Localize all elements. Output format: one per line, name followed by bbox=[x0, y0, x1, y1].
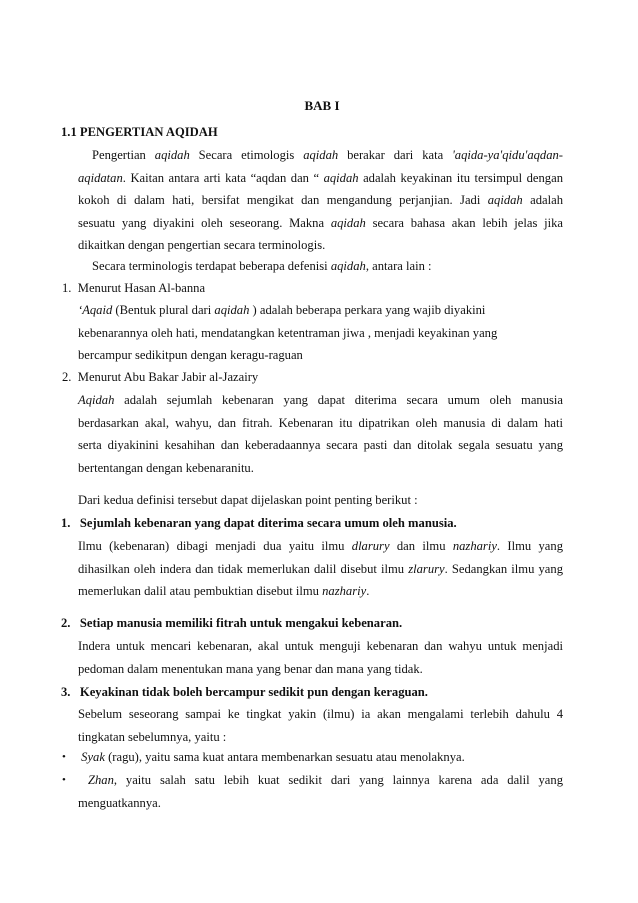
definition-1-heading: 1. Menurut Hasan Al-banna bbox=[62, 281, 206, 295]
point-1-heading: 1. Sejumlah kebenaran yang dapat diterima secara umum oleh manusia. bbox=[61, 516, 457, 530]
point-1-body: Ilmu (kebenaran) dibagi menjadi dua yaitu ilmu dlarury dan ilmu nazhariy. Ilmu yang dihasilkan oleh indera dan tidak memerlukan dalil disebut ilmu zlarury. Sedangkan ilmu yang memerlukan dalil atau pembuktian disebut ilmu nazhariy. bbox=[78, 539, 563, 599]
bullet-icon: • bbox=[62, 774, 66, 786]
summary-intro: Dari kedua definisi tersebut dapat dijelaskan point penting berikut : bbox=[78, 493, 418, 507]
point-3-body: Sebelum seseorang sampai ke tingkat yakin (ilmu) ia akan mengalami terlebih dahulu 4 tingkatan sebelumnya, yaitu : bbox=[78, 707, 563, 744]
definition-1 bbox=[62, 277, 567, 300]
point-2-heading: 2. Setiap manusia memiliki fitrah untuk mengakui kebenaran. bbox=[61, 616, 403, 630]
bullet-item-syak: Syak (ragu), yaitu sama kuat antara membenarkan sesuatu atau menolaknya. bbox=[81, 750, 465, 764]
definition-2-heading: 2. Menurut Abu Bakar Jabir al-Jazairy bbox=[62, 370, 259, 384]
definition-2 bbox=[62, 366, 567, 389]
paragraph-line: sesuatu yang diyakini oleh seseorang. Makna aqidah secara bahasa akan lebih jelas jika bbox=[78, 215, 563, 230]
definition-1-body: ‘Aqaid (Bentuk plural dari aqidah ) adalah beberapa perkara yang wajib diyakini kebenarannya oleh hati, mendatangkan ketentraman jiwa , menjadi keyakinan yang bercampur sedikitpun dengan keragu-raguan bbox=[78, 303, 498, 363]
point-3-heading: 3. Keyakinan tidak boleh bercampur sedikit pun dengan keraguan. bbox=[61, 685, 428, 699]
bullet-item-zhan: Zhan, yaitu salah satu lebih kuat sedikit dari yang lainnya karena ada dalil yang menguatkannya. bbox=[78, 773, 563, 810]
definition-2-body: Aqidah adalah sejumlah kebenaran yang dapat diterima secara umum oleh manusia berdasarkan akal, wahyu, dan fitrah. Kebenaran itu dipatrikan oleh manusia di dalam hati serta diyakinini kesahihan dan keberadaannya secara pasti dan ditolak segala sesuatu yang bertentangan dengan kebenaranitu. bbox=[78, 393, 563, 475]
point-2-body: Indera untuk mencari kebenaran, akal untuk menguji kebenaran dan wahyu untuk menjadi pedoman dalam menentukan mana yang benar dan mana yang tidak. bbox=[78, 639, 563, 676]
paragraph-line: aqidatan. Kaitan antara arti kata “aqdan dan “ aqidah adalah keyakinan itu tersimpul dengan bbox=[78, 170, 563, 185]
paragraph-terminology-intro: Secara terminologis terdapat beberapa defenisi aqidah, antara lain : bbox=[92, 259, 432, 273]
chapter-heading: BAB I bbox=[304, 98, 340, 113]
bullet-icon: • bbox=[62, 751, 66, 763]
paragraph-line: kokoh di dalam hati, bersifat mengikat dan mengandung perjanjian. Jadi aqidah adalah bbox=[78, 193, 563, 208]
section-title: 1.1 PENGERTIAN AQIDAH bbox=[61, 125, 218, 139]
paragraph-line: dikaitkan dengan pengertian secara terminologis. bbox=[78, 238, 326, 253]
paragraph-definition-etymology bbox=[78, 144, 563, 257]
paragraph-line: Pengertian aqidah Secara etimologis aqidah berakar dari kata 'aqida-ya'qidu'aqdan- bbox=[92, 148, 563, 162]
